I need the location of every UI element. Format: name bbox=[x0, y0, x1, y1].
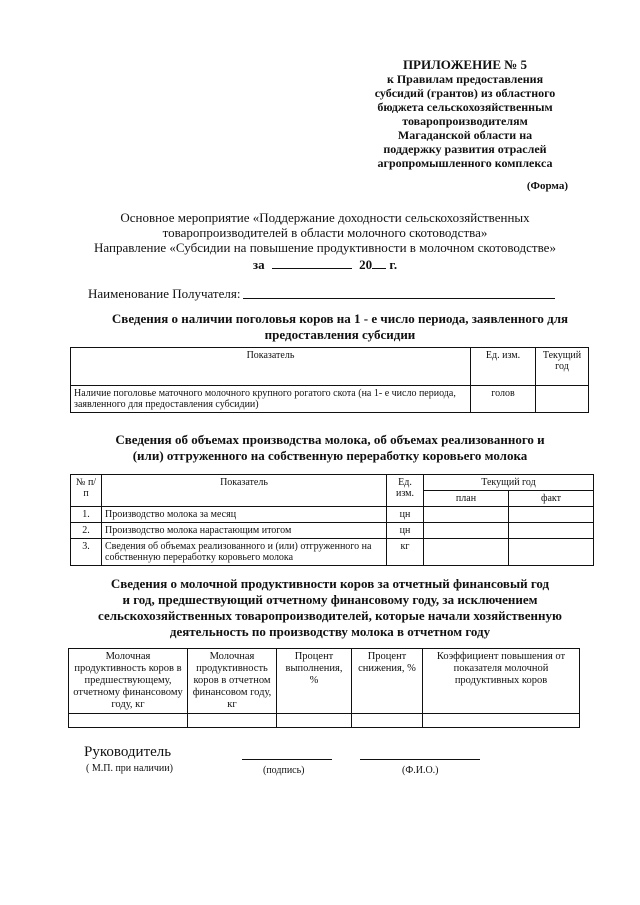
measure-line: Направление «Субсидии на повышение продуктивности в молочном скотоводстве» bbox=[94, 240, 556, 255]
annex-block bbox=[360, 58, 570, 170]
row-plan[interactable] bbox=[424, 523, 509, 539]
annex-line: товаропроизводителям bbox=[402, 114, 528, 128]
recipient-row bbox=[88, 286, 240, 302]
table-herd bbox=[70, 347, 589, 413]
row-unit: цн bbox=[387, 507, 424, 523]
annex-line: Магаданской области на bbox=[397, 128, 533, 142]
table-row bbox=[71, 507, 594, 523]
col-header-year: Текущий год bbox=[424, 475, 594, 491]
table-row bbox=[71, 386, 589, 413]
section3-title-line: сельскохозяйственных товаропроизводителей, которые начали хозяйственную bbox=[98, 608, 562, 623]
table-row bbox=[69, 714, 580, 728]
row-num: 3. bbox=[71, 539, 102, 566]
fio-caption: (Ф.И.О.) bbox=[402, 765, 439, 776]
annex-line: агропромышленного комплекса bbox=[377, 156, 553, 170]
col-header: Показатель bbox=[71, 348, 471, 386]
col-header-fact: факт bbox=[509, 491, 594, 507]
col-header-plan: план bbox=[424, 491, 509, 507]
row-label: Производство молока нарастающим итогом bbox=[102, 523, 387, 539]
col-header: Молочная продуктивность коров в предшествующему, отчетному финансовому году, кг bbox=[69, 649, 188, 714]
annex-line: субсидий (грантов) из областного bbox=[374, 86, 556, 100]
period-line bbox=[60, 257, 590, 273]
period-suffix: г. bbox=[389, 257, 398, 272]
section1-title-line: Сведения о наличии поголовья коров на 1 - е число периода, заявленного для bbox=[111, 311, 569, 326]
cell-empty[interactable] bbox=[188, 714, 277, 728]
col-header: Процент выполнения, % bbox=[277, 649, 352, 714]
row-plan[interactable] bbox=[424, 539, 509, 566]
col-header: Коэффициент повышения от показателя молочной продуктивных коров bbox=[423, 649, 580, 714]
measure-block bbox=[60, 210, 590, 255]
form-label: (Форма) bbox=[526, 180, 568, 192]
row-plan[interactable] bbox=[424, 507, 509, 523]
annex-title: ПРИЛОЖЕНИЕ № 5 bbox=[402, 57, 528, 72]
recipient-field[interactable] bbox=[243, 298, 555, 299]
row-label: Наличие поголовье маточного молочного крупного рогатого скота (на 1- е число периода, заявленного для предоставления субсидии) bbox=[71, 386, 471, 413]
section1-title-line: предоставления субсидии bbox=[264, 327, 416, 342]
row-num: 2. bbox=[71, 523, 102, 539]
stamp-note: ( М.П. при наличии) bbox=[86, 763, 173, 774]
section1-title bbox=[90, 311, 590, 343]
signature-head: Руководитель bbox=[84, 744, 172, 760]
col-header: Ед. изм. bbox=[471, 348, 536, 386]
recipient-label: Наименование Получателя: bbox=[88, 286, 241, 301]
annex-line: бюджета сельскохозяйственным bbox=[377, 100, 553, 114]
annex-line: поддержку развития отраслей bbox=[383, 142, 547, 156]
row-label: Сведения об объемах реализованного и (или) отгруженного на собственную переработку коровьего молока bbox=[102, 539, 387, 566]
table-row bbox=[71, 523, 594, 539]
row-fact[interactable] bbox=[509, 507, 594, 523]
measure-line: товаропроизводителей в области молочного скотоводства» bbox=[162, 225, 488, 240]
row-fact[interactable] bbox=[509, 539, 594, 566]
table-milk bbox=[70, 474, 594, 566]
section3-title-line: Сведения о молочной продуктивности коров за отчетный финансовый год bbox=[110, 576, 550, 591]
col-header-unit: Ед. изм. bbox=[387, 475, 424, 507]
col-header: Текущий год bbox=[536, 348, 589, 386]
table-productivity bbox=[68, 648, 580, 728]
year-blank[interactable] bbox=[372, 257, 386, 269]
table-row bbox=[71, 539, 594, 566]
col-header-num: № п/п bbox=[71, 475, 102, 507]
measure-line: Основное мероприятие «Поддержание доходности сельскохозяйственных bbox=[120, 210, 530, 225]
section3-title-line: деятельность по производству молока в отчетном году bbox=[169, 624, 491, 639]
cell-empty[interactable] bbox=[423, 714, 580, 728]
section3-title bbox=[80, 576, 580, 640]
row-unit: цн bbox=[387, 523, 424, 539]
col-header-indicator: Показатель bbox=[102, 475, 387, 507]
col-header: Процент снижения, % bbox=[352, 649, 423, 714]
col-header: Молочная продуктивность коров в отчетном финансовом году, кг bbox=[188, 649, 277, 714]
period-blank[interactable] bbox=[272, 257, 352, 269]
fio-line[interactable] bbox=[360, 759, 480, 760]
row-num: 1. bbox=[71, 507, 102, 523]
row-label: Производство молока за месяц bbox=[102, 507, 387, 523]
row-value[interactable] bbox=[536, 386, 589, 413]
cell-empty[interactable] bbox=[69, 714, 188, 728]
signature-line[interactable] bbox=[242, 759, 332, 760]
period-prefix: за bbox=[252, 257, 265, 272]
section2-title bbox=[90, 432, 570, 464]
cell-empty[interactable] bbox=[352, 714, 423, 728]
cell-empty[interactable] bbox=[277, 714, 352, 728]
signature-caption: (подпись) bbox=[263, 765, 305, 776]
period-year: 20 bbox=[359, 257, 373, 272]
row-fact[interactable] bbox=[509, 523, 594, 539]
section2-title-line: Сведения об объемах производства молока, об объемах реализованного и bbox=[115, 432, 545, 447]
annex-line: к Правилам предоставления bbox=[386, 72, 544, 86]
row-unit: голов bbox=[471, 386, 536, 413]
section2-title-line: (или) отгруженного на собственную переработку коровьего молока bbox=[132, 448, 528, 463]
row-unit: кг bbox=[387, 539, 424, 566]
section3-title-line: и год, предшествующий отчетному финансовому году, за исключением bbox=[122, 592, 538, 607]
